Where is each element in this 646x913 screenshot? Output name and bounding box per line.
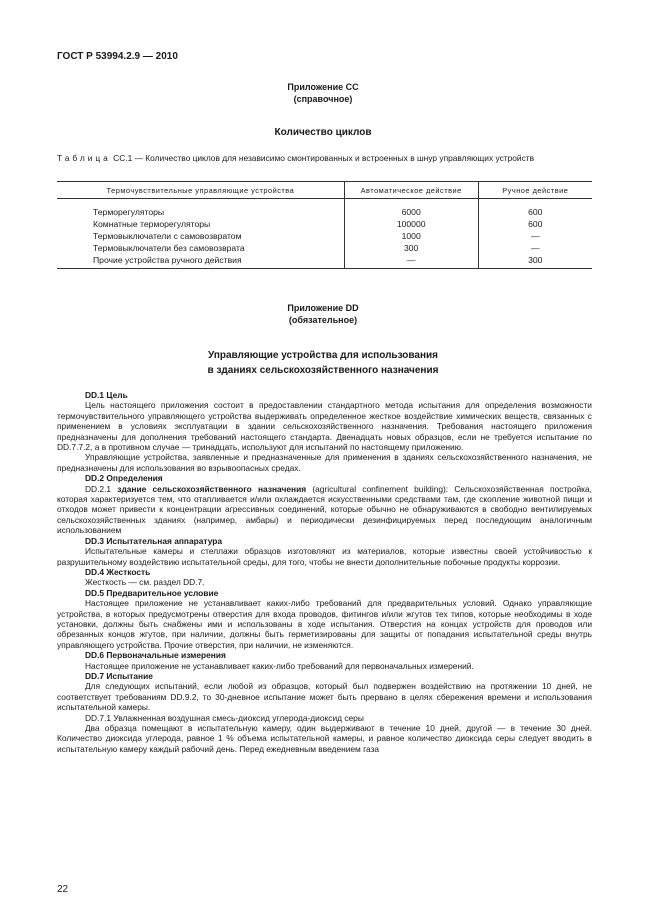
definition-term: здание сельскохозяйственного назначения	[117, 483, 307, 494]
standard-header: ГОСТ Р 53994.2.9 — 2010	[57, 51, 178, 62]
page-number: 22	[57, 884, 69, 895]
table-caption	[57, 153, 592, 164]
table-cell: 600	[478, 218, 592, 230]
table-caption-label: Таблица	[57, 153, 111, 163]
annex-dd-title: Приложение DD	[287, 303, 359, 313]
paragraph: Цель настоящего приложения состоит в предоставлении стандартного метода испытания для определения возможности термочувствительного управляющего устройства выдерживать определенное жесткое воздействие химических веществ, связанных с применением в условиях эксплуатации в здании сельскохозяйственного назначения. Требования настоящего приложения предназначены для дополнения требований настоящего стандарта. Двенадцать новых образцов, если не требуется испытание по DD.7.7.2, а в противном случае — тринадцать, используют для испытаний по настоящему приложению.	[57, 400, 592, 453]
table-cell: —	[344, 254, 478, 269]
paragraph: Для следующих испытаний, если любой из образцов, который был подвержен воздействию на протяжении 10 дней, не соответствует требованиям DD.9.2, то 30-дневное испытание может быть прервано в целях сбережения времени и использования испытательной камеры.	[57, 681, 592, 713]
table-cell: Термовыключатели с самовозвратом	[93, 231, 242, 241]
table-cell: 100000	[344, 218, 478, 230]
table-cell: 1000	[344, 230, 478, 242]
section-heading: DD.3 Испытательная аппаратура	[85, 535, 223, 546]
table-caption-text: СС.1 — Количество циклов для независимо смонтированных и встроенных в шнур управляющих устройств	[110, 153, 535, 163]
table-cell: 300	[478, 254, 592, 269]
section-heading: DD.4 Жесткость	[85, 566, 151, 577]
table-row	[57, 242, 592, 254]
paragraph: Настоящее приложение не устанавливает каких-либо требований для первоначальных измерений.	[85, 660, 474, 671]
section-heading: DD.7 Испытание	[85, 670, 153, 681]
table-header-cell: Ручное действие	[478, 182, 592, 199]
definition-text: (agricultural confinement building): Сельскохозяйственная постройка, которая характеризуется тем, что отапливается и/или охлаждается искусственными средствами там, где скопление животной пищи и отходов может привести к концентрации агрессивных соединений, которые обычно не обнаруживаются в свободно вентилируемых сельскохозяйственных зданиях (например, амбары) и периодически дезинфицируемых перед последующим аналогичным использованием	[57, 483, 592, 536]
paragraph: Управляющие устройства, заявленные и предназначенные для применения в зданиях сельскохозяйственного назначения, не предназначены для использования во взрывоопасных средах.	[57, 452, 592, 473]
table-header-cell: Термочувствительные управляющие устройства	[57, 182, 344, 199]
definition-paragraph	[57, 484, 592, 536]
table-row	[57, 254, 592, 269]
section-heading: DD.2 Определения	[85, 473, 163, 484]
section-heading: DD.6 Первоначальные измерения	[85, 650, 226, 661]
table-cell: —	[478, 242, 592, 254]
paragraph: Жесткость — см. раздел DD.7.	[85, 577, 205, 588]
section-heading: DD.1 Цель	[85, 390, 128, 400]
annex-dd-heading-line2: в зданиях сельскохозяйственного назначения	[207, 365, 439, 376]
cycles-table	[57, 181, 592, 269]
paragraph: Два образца помещают в испытательную камеру, один выдерживают в течение 10 дней, другой — в течение 30 дней. Количество диоксида углерода, равное 1 % объема испытательной камеры, и равное количество диоксида серы следует вводить в испытательную камеру каждый рабочий день. Перед ежедневным введением газа	[57, 723, 592, 754]
table-row	[57, 218, 592, 230]
paragraph: Испытательные камеры и стеллажи образцов изготовляют из материалов, которые известны своей устойчивостью к разрушительному воздействию испытательной среды, для того, чтобы не внести дополнительные побочные продукты коррозии.	[57, 546, 592, 567]
annex-cc-title: Приложение СС	[287, 82, 359, 92]
annex-cc-heading: Количество циклов	[274, 127, 372, 138]
table-cell: Прочие устройства ручного действия	[57, 254, 344, 269]
table-row	[57, 199, 592, 219]
table-cell: 600	[478, 199, 592, 219]
table-header-cell: Автоматическое действие	[344, 182, 478, 199]
subsection-heading: DD.7.1 Увлажненная воздушная смесь-диоксид углерода-диоксид серы	[85, 712, 364, 723]
paragraph: Настоящее приложение не устанавливает каких-либо требований для предварительных условий. Однако управляющие устройства, в которых предусмотрены отверстия для входа проводов, фитингов и/или жгутов тех типов, которые необходимы в ходе установки, должны быть снабжены ими и использованы в ходе испытания. Отверстия на концах устройств для проводов или обрезанных концов жгутов, при наличии, должны быть герметизированы для защиты от попадания испытательной среды внутрь управляющего устройства. Прочие отверстия, при наличии, не изменяются.	[57, 598, 592, 650]
table-cell: Терморегуляторы	[93, 207, 165, 217]
definition-number: DD.2.1	[85, 483, 118, 494]
table-row	[57, 230, 592, 242]
annex-dd-heading-line1: Управляющие устройства для использования	[207, 350, 439, 361]
table-cell: 300	[344, 242, 478, 254]
table-header-row	[57, 182, 592, 199]
table-cell: Комнатные терморегуляторы	[93, 219, 211, 229]
table-cell: 6000	[344, 199, 478, 219]
annex-dd-type: (обязательное)	[288, 315, 358, 325]
table-cell: —	[478, 230, 592, 242]
annex-dd-body	[57, 390, 592, 754]
annex-cc-type: (справочное)	[293, 94, 353, 104]
section-heading: DD.5 Предварительное условие	[85, 587, 219, 598]
table-cell: Термовыключатели без самовозврата	[93, 243, 245, 253]
